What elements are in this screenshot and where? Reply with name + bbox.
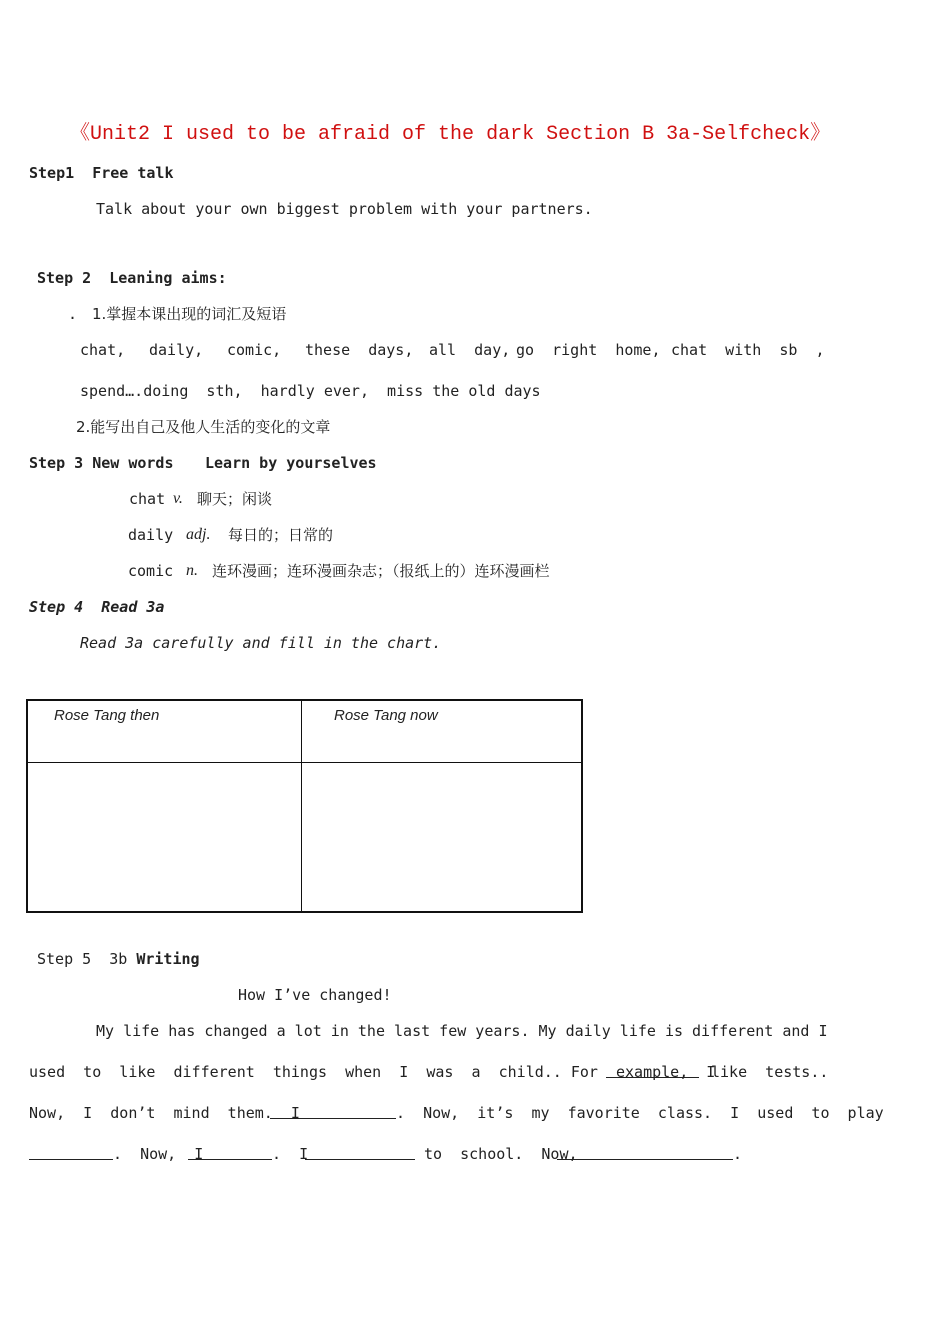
rose-tang-chart [26,699,583,913]
vocab-item: all day, [429,341,511,359]
step1-text: Talk about your own biggest problem with your partners. [96,200,593,218]
step3-subheading: Learn by yourselves [205,454,377,472]
step3-heading: Step 3 New words [29,454,174,472]
step1-heading: Step1 Free talk [29,164,174,182]
step4-heading: Step 4 Read 3a [29,598,165,616]
step5-heading [37,949,200,969]
chart-cell-then[interactable] [27,762,302,912]
fill-blank-3[interactable] [29,1145,113,1160]
step4-instruction: Read 3a carefully and fill in the chart. [80,634,442,652]
essay-line-4-d: . [733,1145,743,1163]
part-of-speech: v. [173,490,183,507]
fill-blank-5[interactable] [305,1145,415,1160]
fill-blank-2[interactable] [270,1104,396,1119]
chart-header-now-label: Rose Tang now [334,707,438,724]
step5-heading-prefix: Step 5 3b [37,950,137,968]
aim-2: 2.能写出自己及他人生活的变化的文章 [76,418,331,436]
chart-cell-now[interactable] [302,762,583,912]
essay-title: How I’ve changed! [238,986,392,1004]
vocab-item: comic, [227,341,282,359]
essay-line-4-b: . I [272,1145,309,1163]
chart-header-then-label: Rose Tang then [54,707,160,724]
essay-line-3-end: . Now, it’s my favorite class. I used to play [396,1104,884,1122]
essay-line-4-a: . Now, I [113,1145,204,1163]
step2-heading: Step 2 Leaning aims: [37,269,227,287]
meaning: 聊天；闲谈 [197,490,273,508]
vocab-item: chat with sb , [671,341,825,359]
word: comic [128,562,174,580]
vocab-line-2: spend….doing sth, hardly ever, miss the old days [80,382,541,400]
word: daily [128,526,174,544]
fill-blank-6[interactable] [557,1145,733,1160]
essay-line-2-start: used to like different things when I was a child.. For example, I [29,1063,716,1081]
fill-blank-4[interactable] [188,1145,272,1160]
step5-heading-bold: Writing [136,950,200,968]
vocab-item: go right home, [516,341,661,359]
chart-header-then [27,700,302,762]
vocab-item: daily, [149,341,204,359]
fill-blank-1[interactable] [606,1063,699,1078]
word: chat [129,490,166,508]
part-of-speech: n. [186,562,198,579]
document-title: 《Unit2 I used to be afraid of the dark Section B 3a-Selfcheck》 [70,123,831,146]
essay-line-1: My life has changed a lot in the last few years. My daily life is different and I [96,1022,828,1040]
step2-bullet: . [68,305,78,323]
vocab-item: chat, [80,341,126,359]
essay-line-3-start: Now, I don’t mind them. I [29,1104,300,1122]
meaning: 每日的；日常的 [228,526,334,544]
essay-line-4-c: to school. Now, [424,1145,578,1163]
aim-1: 1.掌握本课出现的词汇及短语 [92,305,287,323]
part-of-speech: adj. [186,526,211,543]
essay-line-2-end: like tests.. [711,1063,829,1081]
chart-header-now [302,700,583,762]
meaning: 连环漫画；连环漫画杂志；（报纸上的）连环漫画栏 [212,562,550,580]
vocab-item: these days, [305,341,414,359]
